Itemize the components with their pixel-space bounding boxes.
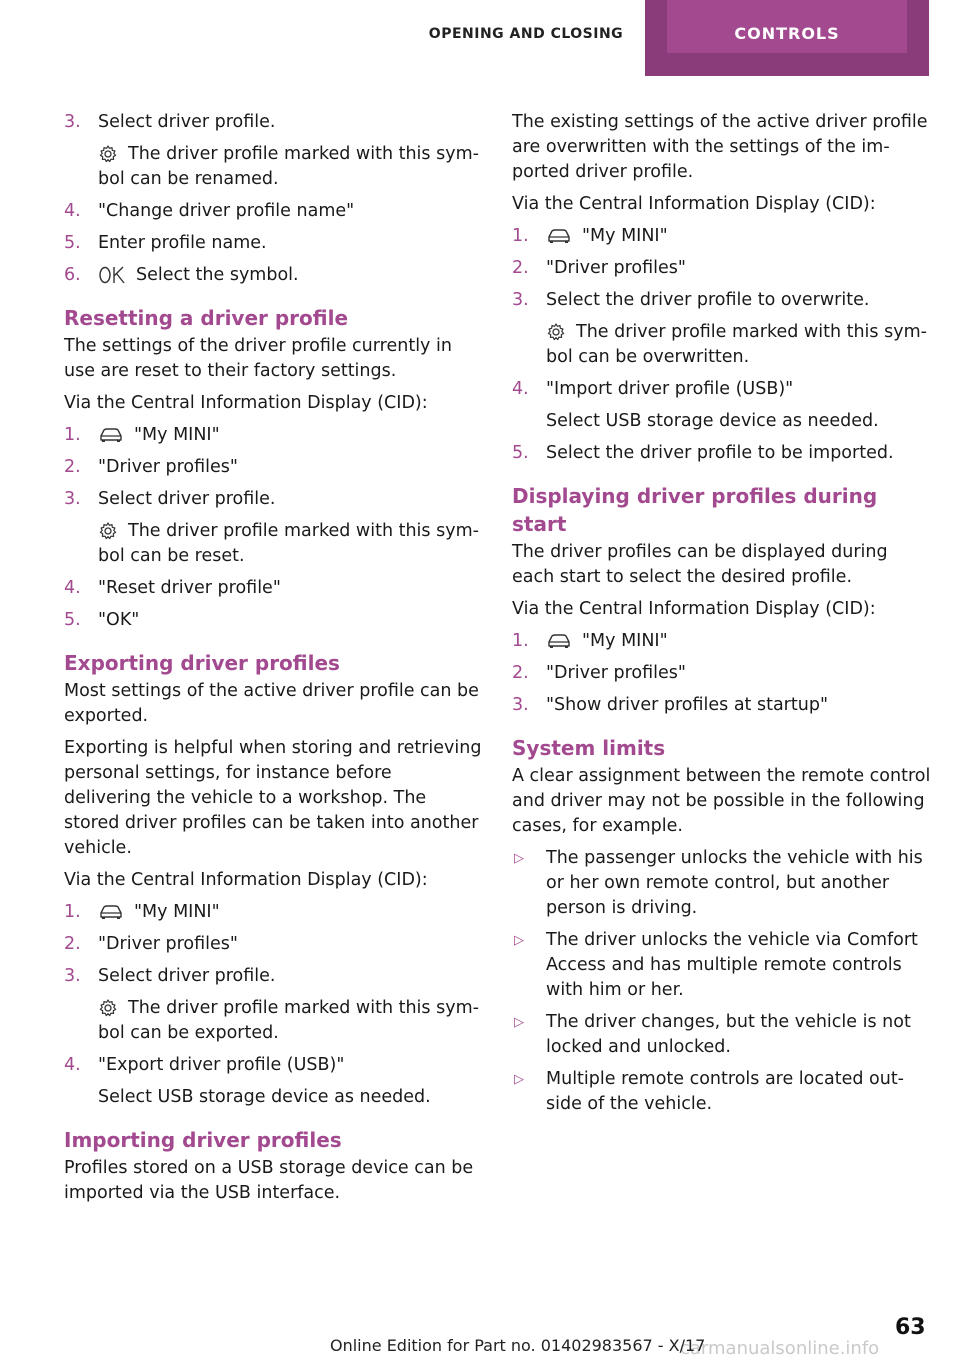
list-item: [64, 932, 484, 957]
step-text: Enter profile name.: [98, 233, 267, 253]
gear-icon: [98, 521, 118, 541]
list-item: [512, 377, 932, 434]
watermark: carmanualsonline.info: [680, 1338, 880, 1359]
step-text: "Import driver profile (USB)": [546, 379, 794, 399]
import-steps: [512, 224, 932, 466]
step-number: 5.: [64, 610, 81, 630]
gear-icon: [98, 144, 118, 164]
list-item: [512, 693, 932, 718]
step-text: "Driver profiles": [546, 258, 686, 278]
list-item: [512, 846, 932, 921]
step-text: "Reset driver profile": [98, 578, 281, 598]
list-item: [64, 231, 484, 256]
ok-icon: [98, 265, 126, 285]
step-note: [98, 519, 484, 569]
list-item: [64, 423, 484, 448]
step-number: 5.: [64, 233, 81, 253]
step-text: Select driver profile.: [98, 489, 276, 509]
list-item: [512, 1067, 932, 1117]
step-text: "My MINI": [582, 226, 668, 246]
step-text: "My MINI": [134, 425, 220, 445]
car-icon: [98, 904, 124, 920]
list-item: [64, 608, 484, 633]
step-text: Select driver profile.: [98, 966, 276, 986]
gear-icon: [546, 322, 566, 342]
step-subtext: Select USB storage device as needed.: [546, 411, 879, 431]
bullet-text: The passenger unlocks the vehicle with his or her own remote control, but another person is driving.: [546, 848, 923, 918]
list-item: [64, 455, 484, 480]
step-number: 4.: [64, 578, 81, 598]
step-note: [98, 996, 484, 1046]
limits-intro: A clear assignment between the remote control and driver may not be possible in the following cases, for example.: [512, 766, 931, 836]
list-item: [512, 1010, 932, 1060]
export-steps: [64, 900, 484, 1110]
start-via: Via the Central Information Display (CID):: [512, 599, 876, 619]
step-text: "Driver profiles": [98, 934, 238, 954]
left-column: [64, 110, 484, 1213]
export-via: Via the Central Information Display (CID):: [64, 870, 428, 890]
car-icon: [546, 228, 572, 244]
list-item: [64, 964, 484, 1046]
list-item: [512, 224, 932, 249]
step-text: "Export driver profile (USB)": [98, 1055, 345, 1075]
step-number: 2.: [64, 934, 81, 954]
step-number: 4.: [512, 379, 529, 399]
step-text: "My MINI": [134, 902, 220, 922]
step-number: 3.: [64, 489, 81, 509]
list-item: [64, 110, 484, 192]
car-icon: [98, 427, 124, 443]
step-note: [546, 320, 932, 370]
step-text: Select the driver profile to overwrite.: [546, 290, 870, 310]
step-number: 1.: [64, 902, 81, 922]
export-detail: Exporting is helpful when storing and retrieving personal settings, for instance before delivering the vehicle to a workshop. The stored driver profiles can be taken into another vehicle.: [64, 738, 482, 858]
edition-footer: Online Edition for Part no. 01402983567 - X/17: [330, 1336, 706, 1355]
page-number: 63: [895, 1315, 926, 1340]
reset-steps: [64, 423, 484, 633]
step-number: 1.: [64, 425, 81, 445]
triangle-bullet-icon: ▷: [514, 851, 524, 866]
step-subtext: Select USB storage device as needed.: [98, 1087, 431, 1107]
step-note-text: The driver profile marked with this sym‐bol can be exported.: [98, 998, 479, 1043]
list-item: [64, 263, 484, 288]
bullet-text: Multiple remote controls are located out‐side of the vehicle.: [546, 1069, 904, 1114]
step-number: 3.: [64, 112, 81, 132]
step-text: "Driver profiles": [98, 457, 238, 477]
step-number: 4.: [64, 1055, 81, 1075]
limits-list: [512, 846, 932, 1117]
bullet-text: The driver unlocks the vehicle via Comfort Access and has multiple remote controls with him or her.: [546, 930, 918, 1000]
list-item: [512, 441, 932, 466]
step-number: 3.: [512, 290, 529, 310]
step-note: [98, 142, 484, 192]
list-item: [64, 487, 484, 569]
step-note-text: The driver profile marked with this sym‐bol can be reset.: [98, 521, 479, 566]
list-item: [512, 928, 932, 1003]
step-text: Select the symbol.: [136, 265, 299, 285]
heading-reset: Resetting a driver profile: [64, 306, 349, 330]
import-overwrite-text: The existing settings of the active driver profile are overwritten with the settings of the im‐ported driver profile.: [512, 112, 928, 182]
step-note-text: The driver profile marked with this sym‐bol can be overwritten.: [546, 322, 927, 367]
step-number: 3.: [512, 695, 529, 715]
list-item: [64, 199, 484, 224]
gear-icon: [98, 998, 118, 1018]
car-icon: [546, 633, 572, 649]
chapter-tab: [645, 0, 929, 76]
heading-limits: System limits: [512, 736, 666, 760]
heading-start: Displaying driver profiles during start: [512, 484, 878, 536]
list-item: [512, 288, 932, 370]
step-text: Select the driver profile to be imported.: [546, 443, 894, 463]
bullet-text: The driver changes, but the vehicle is not locked and unlocked.: [546, 1012, 911, 1057]
triangle-bullet-icon: ▷: [514, 1072, 524, 1087]
export-intro: Most settings of the active driver profile can be exported.: [64, 681, 479, 726]
step-number: 2.: [64, 457, 81, 477]
step-number: 6.: [64, 265, 81, 285]
step-text: "Change driver profile name": [98, 201, 355, 221]
heading-import: Importing driver profiles: [64, 1128, 342, 1152]
list-item: [64, 900, 484, 925]
list-item: [64, 576, 484, 601]
step-note-text: The driver profile marked with this sym‐bol can be renamed.: [98, 144, 479, 189]
right-column: [512, 110, 932, 1124]
triangle-bullet-icon: ▷: [514, 1015, 524, 1030]
list-item: [512, 629, 932, 654]
heading-export: Exporting driver profiles: [64, 651, 340, 675]
reset-via: Via the Central Information Display (CID):: [64, 393, 428, 413]
start-steps: [512, 629, 932, 718]
list-item: [512, 661, 932, 686]
import-via: Via the Central Information Display (CID):: [512, 194, 876, 214]
step-number: 2.: [512, 258, 529, 278]
step-text: "My MINI": [582, 631, 668, 651]
section-title: OPENING AND CLOSING: [428, 26, 624, 42]
list-item: [64, 1053, 484, 1110]
step-number: 3.: [64, 966, 81, 986]
step-text: "Driver profiles": [546, 663, 686, 683]
start-intro: The driver profiles can be displayed during each start to select the desired profile.: [512, 542, 888, 587]
step-number: 1.: [512, 631, 529, 651]
page-header: [0, 0, 960, 76]
import-intro: Profiles stored on a USB storage device can be imported via the USB interface.: [64, 1158, 474, 1203]
step-text: Select driver profile.: [98, 112, 276, 132]
step-number: 5.: [512, 443, 529, 463]
chapter-tab-label: CONTROLS: [667, 0, 907, 53]
step-number: 4.: [64, 201, 81, 221]
rename-steps: [64, 110, 484, 288]
step-number: 2.: [512, 663, 529, 683]
step-number: 1.: [512, 226, 529, 246]
list-item: [512, 256, 932, 281]
reset-intro: The settings of the driver profile currently in use are reset to their factory settings.: [64, 336, 452, 381]
triangle-bullet-icon: ▷: [514, 933, 524, 948]
step-text: "Show driver profiles at startup": [546, 695, 828, 715]
step-text: "OK": [98, 610, 140, 630]
